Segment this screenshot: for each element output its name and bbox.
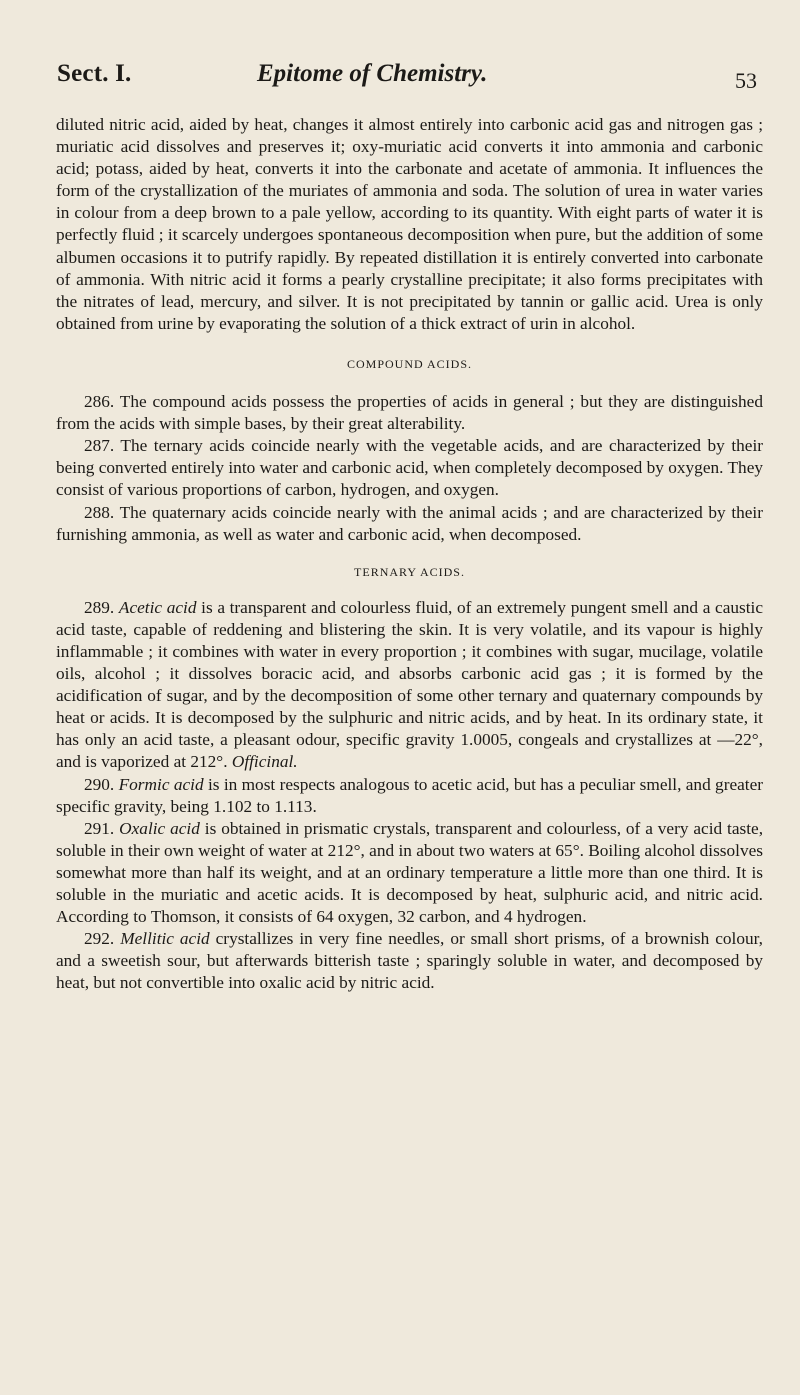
paragraph-286: 286. The compound acids possess the properties of acids in general ; but they are distinguished from the acids with simple bases, by their great alterability. (56, 392, 763, 434)
paragraph-text: is obtained in prismatic crystals, transparent and colourless, of a very acid taste, soluble in their own weight of water at 212°, and in about two waters at 65°. Boiling alcohol dissolves somewhat more than half its weight, and at an ordinary temperature a little more than one third. It is soluble in the muriatic and acetic acids. It is decomposed by heat, sulphuric acid, and nitric acid. According to Thomson, it consists of 64 oxygen, 32 carbon, and 4 hydrogen. (56, 818, 764, 927)
page-number: 53 (735, 68, 757, 93)
term-mellitic-acid: Mellitic acid (120, 929, 210, 949)
term-acetic-acid: Acetic acid (118, 597, 197, 617)
paragraph-text: is in most respects analogous to acetic acid, but has a peculiar smell, and greater specific gravity, being 1.102 to 1.113. (56, 774, 764, 816)
paragraph-text: is a transparent and colourless fluid, of an extremely pungent smell and a caustic acid taste, capable of reddening and blistering the skin. It is very volatile, and its vapour is highly inflammable ; it combines with water in every proportion ; it combines with sugar, mucilage, volatile oils, alcohol ; it dissolves boracic acid, and absorbs carbonic acid gas ; it is formed by the acidification of sugar, and by the decomposition of some other ternary and quaternary compounds by heat or acids. It is decomposed by the sulphuric and nitric acids, and by heat. In its ordinary state, it has only an acid taste, a pleasant odour, specific gravity 1.0005, congeals and crystallizes at —22°, and is vaporized at 212°. (56, 597, 764, 772)
paragraph-292 (56, 928, 763, 994)
paragraph-number: 291. (84, 818, 115, 838)
paragraph-289 (56, 597, 763, 774)
heading-compound-acids: COMPOUND ACIDS. (346, 356, 473, 371)
section-label: Sect. I. (57, 60, 132, 87)
paragraph-number: 289. (84, 597, 115, 617)
paragraph-text: crystallizes in very fine needles, or small short prisms, of a brownish colour, and a sweetish sour, but afterwards bitterish taste ; sparingly soluble in water, and decomposed by heat, but not convertible into oxalic acid by nitric acid. (56, 929, 763, 993)
continuation-paragraph: diluted nitric acid, aided by heat, changes it almost entirely into carbonic acid gas and nitrogen gas ; muriatic acid dissolves and preserves it; oxy-muriatic acid converts it into ammonia and carbonic acid; potass, aided by heat, converts it into the carbonate and acetate of ammonia. It influences the form of the crystallization of the muriates of ammonia and soda. The solution of urea in water varies in colour from a deep brown to a pale yellow, according to its quantity. With eight parts of water it is perfectly fluid ; it scarcely undergoes spontaneous decomposition when pure, but the addition of some albumen occasions it to putrify rapidly. By repeated distillation it is entirely converted into carbonate of ammonia. With nitric acid it forms a pearly crystalline precipitate; it also forms precipitates with the nitrates of lead, mercury, and silver. It is not precipitated by tannin or gallic acid. Urea is only obtained from urine by evaporating the solution of a thick extract of urin in alcohol. (56, 115, 763, 333)
paragraph-number: 290. (84, 774, 115, 794)
term-oxalic-acid: Oxalic acid (119, 818, 200, 838)
book-title: Epitome of Chemistry. (257, 60, 488, 87)
heading-ternary-acids: TERNARY ACIDS. (354, 564, 465, 579)
paragraph-290 (56, 774, 763, 818)
term-formic-acid: Formic acid (118, 774, 204, 794)
paragraph-288: 288. The quaternary acids coincide nearly with the animal acids ; and are characterized by their furnishing ammonia, as well as water and carbonic acid, when decomposed. (56, 502, 763, 544)
paragraph-287: 287. The ternary acids coincide nearly with the vegetable acids, and are characterized by their being converted entirely into water and carbonic acid, when completely decomposed by oxygen. They consist of various proportions of carbon, hydrogen, and oxygen. (56, 436, 763, 500)
paragraph-291 (56, 818, 763, 928)
officinal-note: Officinal. (231, 752, 298, 772)
running-head (57, 60, 757, 100)
body-text (56, 114, 763, 994)
paragraph-number: 292. (84, 929, 115, 949)
